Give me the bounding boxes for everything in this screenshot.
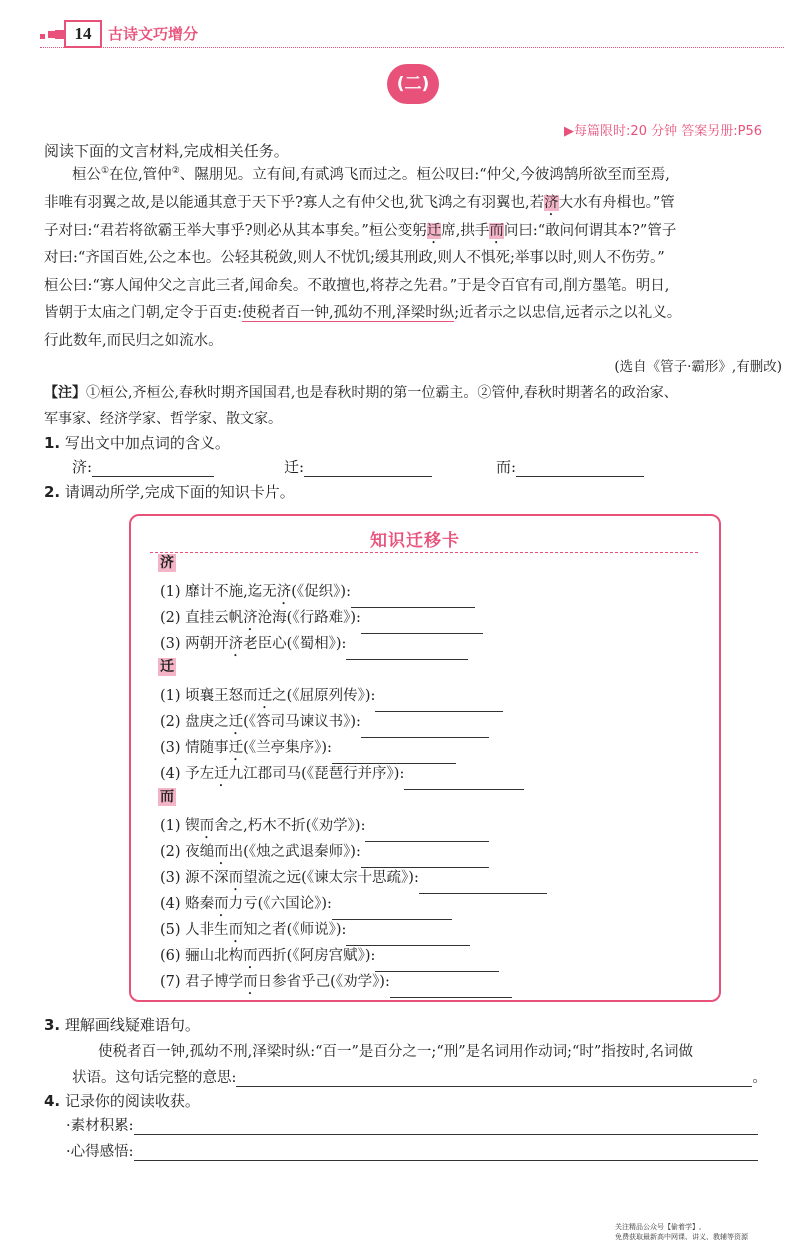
passage-text: 桓公 [72,167,101,183]
highlighted-word: 济 [544,195,559,211]
card-item: (3) 情随事迁(《兰亭集序》): [160,736,456,764]
question-text: 理解画线疑难语句。 [64,1016,200,1034]
answer-blank[interactable] [404,773,524,790]
answer-field-er [496,456,644,477]
highlighted-word: 迁 [426,223,442,239]
passage-text: ;近者示之以忠信,远者示之以礼义。 [454,305,682,321]
question-number: 1. [44,434,61,452]
underlined-sentence: 使税者百一钟,孤幼不刑,泽梁时纵 [242,305,455,321]
answer-field-qian [284,456,432,477]
answer-blank[interactable] [236,1070,752,1087]
answer-blank[interactable] [134,1144,758,1161]
page-number: 14 [64,20,102,48]
card-item: (3) 源不深而望流之远(《谏太宗十思疏》): [160,866,547,894]
card-divider [150,552,698,553]
highlighted-word: 而 [489,223,504,239]
answer-blank[interactable] [134,1118,758,1135]
card-item: (5) 人非生而知之者(《师说》): [160,918,470,946]
answer-field-reflection [66,1140,758,1161]
field-label: 状语。这句话完整的意思: [72,1070,237,1086]
answer-field-material [66,1114,758,1135]
card-item: (4) 予左迁九江郡司马(《琵琶行并序》): [160,762,524,790]
passage-text: 对曰:“齐国百姓,公之本也。公轻其税敛,则人不忧饥;缓其刑政,则人不惧死;举事以时,则人不伤劳。” [44,250,665,266]
passage-text: 大水有舟楫也。”管 [558,195,675,211]
footnote-marker: ② [171,166,180,177]
instruction: 阅读下面的文言材料,完成相关任务。 [44,142,289,160]
card-item: (1) 顷襄王怒而迁之(《屈原列传》): [160,684,503,712]
passage-text: 在位,管仲 [109,167,172,183]
field-label: ·素材积累: [66,1118,134,1134]
card-item: (2) 盘庚之迁(《答司马谏议书》): [160,710,489,738]
card-section-qian: 迁 [160,659,174,675]
question-number: 3. [44,1016,61,1034]
card-item: (1) 锲而舍之,朽木不折(《劝学》): [160,814,489,842]
footnote-marker: ① [101,166,110,177]
card-item: (3) 两朝开济老臣心(《蜀相》): [160,632,468,660]
header-decoration [55,30,64,39]
card-title: 知识迁移卡 [370,531,460,551]
answer-blank[interactable] [304,460,432,477]
passage-text: 非唯有羽翼之故,是以能通其意于天下乎?寡人之有仲父也,犹飞鸿之有羽翼也,若 [44,195,545,211]
header-title: 古诗文巧增分 [108,25,199,43]
card-item: (2) 夜缒而出(《烛之武退秦师》): [160,840,489,868]
card-item: (7) 君子博学而日参省乎己(《劝学》): [160,970,512,998]
answer-field-ji [72,456,214,477]
card-section-ji: 济 [160,555,174,571]
question-text: 请调动所学,完成下面的知识卡片。 [64,483,295,501]
note-text: 军事家、经济学家、哲学家、散文家。 [44,411,282,427]
footer-note: 关注精品公众号【偷着学】, 免费获取最新高中网课、讲义、教辅等资源 [615,1223,748,1241]
answer-blank[interactable] [346,643,468,660]
card-item: (6) 骊山北构而西折(《阿房宫赋》): [160,944,499,972]
passage-text: 、隰朋见。立有间,有贰鸿飞而过之。桓公叹曰:“仲父,今彼鸿鹄所欲至而至焉, [179,167,670,183]
field-label: 迁: [284,458,305,476]
question-3 [44,1014,200,1035]
passage-text: 问曰:“敢问何谓其本?”管子 [503,223,677,239]
question-1 [44,432,230,453]
question-3-body: 使税者百一钟,孤幼不刑,泽梁时纵:“百一”是百分之一;“刑”是名词用作动词;“时”指按时,名词做 [98,1044,693,1060]
passage-text: 皆朝于太庙之门朝,定令于百吏: [44,305,242,321]
field-label: ·心得感悟: [66,1144,134,1160]
answer-blank[interactable] [92,460,214,477]
field-label: 而: [496,458,517,476]
question-4 [44,1090,200,1111]
header-decoration [48,31,55,38]
question-3-answer: 状语。这句话完整的意思: 。 [72,1070,767,1086]
time-limit: ▶每篇限时:20 分钟 答案另册:P56 [564,124,762,139]
section-badge: (二) [387,64,439,104]
card-item: (2) 直挂云帆济沧海(《行路难》): [160,606,483,634]
question-2 [44,481,295,502]
header-decoration [40,34,45,39]
card-item: (1) 靡计不施,迄无济(《促织》): [160,580,475,608]
field-label: 济: [72,458,93,476]
note [44,382,678,402]
note-text: ①桓公,齐桓公,春秋时期齐国国君,也是春秋时期的第一位霸主。②管仲,春秋时期著名的政治家、 [86,385,678,401]
question-number: 2. [44,483,61,501]
note-tag: 【注】 [44,385,86,401]
passage-text: 桓公曰:“寡人闻仲父之言此三者,闻命矣。不敢擅也,将荐之先君。”于是令百官有司,削方墨笔。明日, [44,278,670,294]
source-citation: (选自《管子·霸形》,有删改) [614,359,782,375]
card-item: (4) 赂秦而力亏(《六国论》): [160,892,452,920]
question-text: 记录你的阅读收获。 [64,1092,200,1110]
card-section-er: 而 [160,789,174,805]
question-text: 写出文中加点词的含义。 [64,434,230,452]
passage-text: 子对曰:“君若将欲霸王举大事乎?则必从其本事矣。”桓公变躬 [44,223,427,239]
passage-text: 席,拱手 [441,223,490,239]
answer-blank[interactable] [390,981,512,998]
question-number: 4. [44,1092,61,1110]
header-divider [40,47,784,48]
answer-blank[interactable] [516,460,644,477]
passage-text: 行此数年,而民归之如流水。 [44,333,223,349]
